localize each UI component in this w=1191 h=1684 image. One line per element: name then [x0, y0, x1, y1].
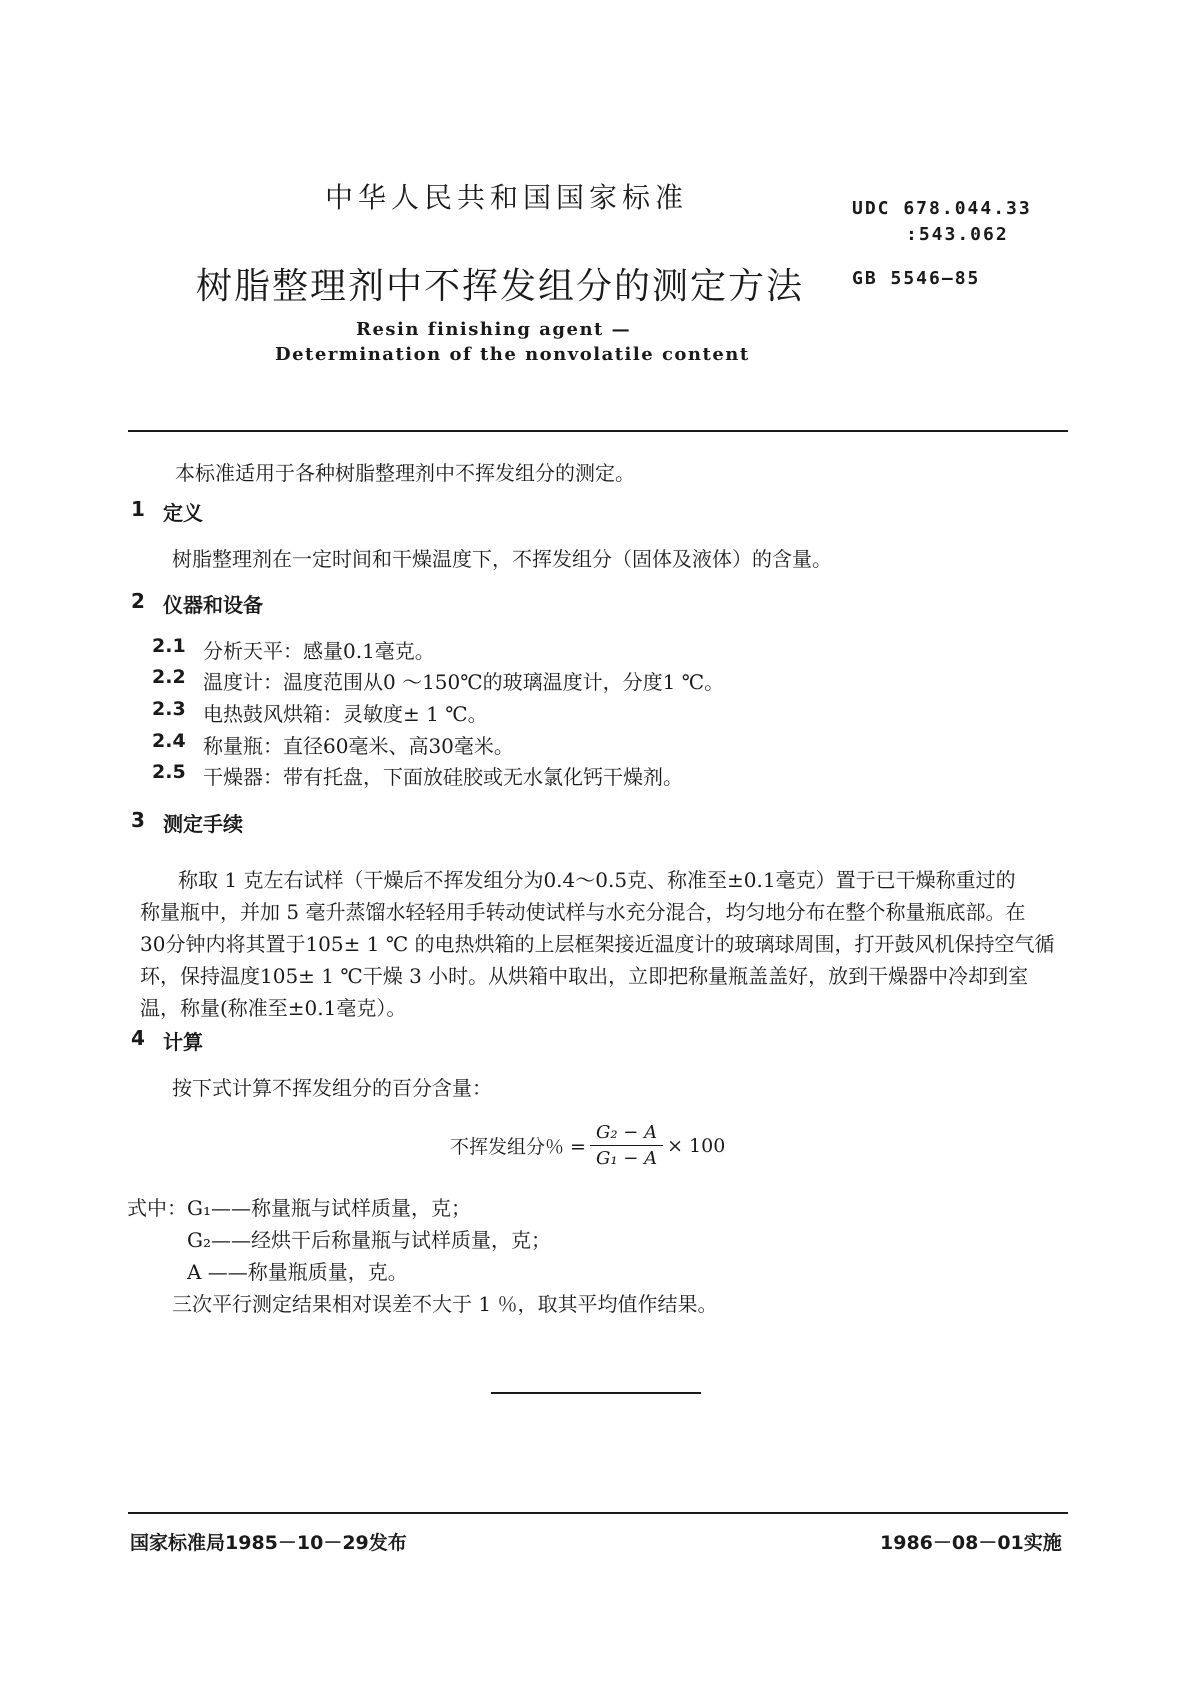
- section-1-title: 定义: [163, 501, 203, 525]
- english-title-line-2: Determination of the nonvolatile content: [275, 344, 750, 365]
- gb-standard-code: GB 5546—85: [852, 268, 981, 289]
- item-2-5-number: 2.5: [152, 761, 186, 783]
- procedure-line: 环，保持温度105± 1 ℃干燥 3 小时。从烘箱中取出，立即把称量瓶盖盖好，放到干燥器中冷却到室: [140, 964, 1029, 988]
- section-4-title: 计算: [163, 1030, 203, 1054]
- section-1-text: 树脂整理剂在一定时间和干燥温度下，不挥发组分（固体及液体）的含量。: [172, 547, 832, 571]
- udc-code-continued: :543.062: [906, 224, 1009, 245]
- procedure-line: 称量瓶中，并加 5 毫升蒸馏水轻轻用手转动使试样与水充分混合，均匀地分布在整个称量瓶底部。在: [140, 900, 1026, 924]
- item-2-3-number: 2.3: [152, 698, 186, 720]
- section-3-title: 测定手续: [163, 812, 243, 836]
- section-4-number: 4: [131, 1026, 145, 1050]
- english-title-line-1: Resin finishing agent —: [356, 319, 632, 340]
- effective-date: 1986－08－01实施: [880, 1532, 1062, 1554]
- where-line-a: A ——称量瓶质量，克。: [187, 1260, 408, 1284]
- formula-numerator: G₂ − A: [590, 1122, 663, 1146]
- footer-divider: [128, 1512, 1068, 1514]
- scope-statement: 本标准适用于各种树脂整理剂中不挥发组分的测定。: [175, 461, 635, 485]
- nonvolatile-formula: [450, 1122, 725, 1169]
- procedure-line: 温，称量(称准至±0.1毫克）。: [140, 996, 407, 1020]
- where-line-g1: 式中：G₁——称量瓶与试样质量，克；: [127, 1196, 471, 1220]
- result-precision-statement: 三次平行测定结果相对误差不大于 1 ％，取其平均值作结果。: [172, 1292, 718, 1316]
- end-of-text-rule: [491, 1392, 701, 1394]
- section-3-procedure: [140, 864, 1068, 1024]
- item-2-4-text: 称量瓶：直径60毫米、高30毫米。: [203, 734, 514, 758]
- procedure-line: 称取 1 克左右试样（干燥后不挥发组分为0.4～0.5克、称准至±0.1毫克）置于已干燥称重过的: [178, 868, 1016, 892]
- procedure-line: 30分钟内将其置于105± 1 ℃ 的电热烘箱的上层框架接近温度计的玻璃球周围，打开鼓风机保持空气循: [140, 932, 1055, 956]
- calculation-intro: 按下式计算不挥发组分的百分含量：: [172, 1076, 492, 1100]
- item-2-1-text: 分析天平：感量0.1毫克。: [203, 639, 435, 663]
- udc-code: UDC 678.044.33: [852, 198, 1032, 219]
- header-divider: [128, 430, 1068, 432]
- formula-lhs: 不挥发组分％ =: [450, 1136, 586, 1158]
- section-2-number: 2: [131, 589, 145, 613]
- formula-fraction: [590, 1122, 663, 1169]
- section-2-title: 仪器和设备: [163, 593, 263, 617]
- formula-multiplier: × 100: [667, 1134, 726, 1157]
- item-2-1-number: 2.1: [152, 635, 186, 657]
- document-title: 树脂整理剂中不挥发组分的测定方法: [196, 266, 805, 307]
- issue-date: 国家标准局1985－10－29发布: [130, 1532, 407, 1554]
- section-1-number: 1: [131, 497, 145, 521]
- section-3-number: 3: [131, 808, 145, 832]
- where-line-g2: G₂——经烘干后称量瓶与试样质量，克；: [187, 1228, 551, 1252]
- national-standard-title: 中华人民共和国国家标准: [325, 181, 689, 214]
- item-2-5-text: 干燥器：带有托盘，下面放硅胶或无水氯化钙干燥剂。: [203, 765, 683, 789]
- item-2-2-text: 温度计：温度范围从0 ～150℃的玻璃温度计，分度1 ℃。: [203, 670, 725, 694]
- item-2-3-text: 电热鼓风烘箱：灵敏度± 1 ℃。: [203, 702, 488, 726]
- item-2-2-number: 2.2: [152, 666, 186, 688]
- item-2-4-number: 2.4: [152, 730, 186, 752]
- formula-denominator: G₁ − A: [595, 1148, 658, 1169]
